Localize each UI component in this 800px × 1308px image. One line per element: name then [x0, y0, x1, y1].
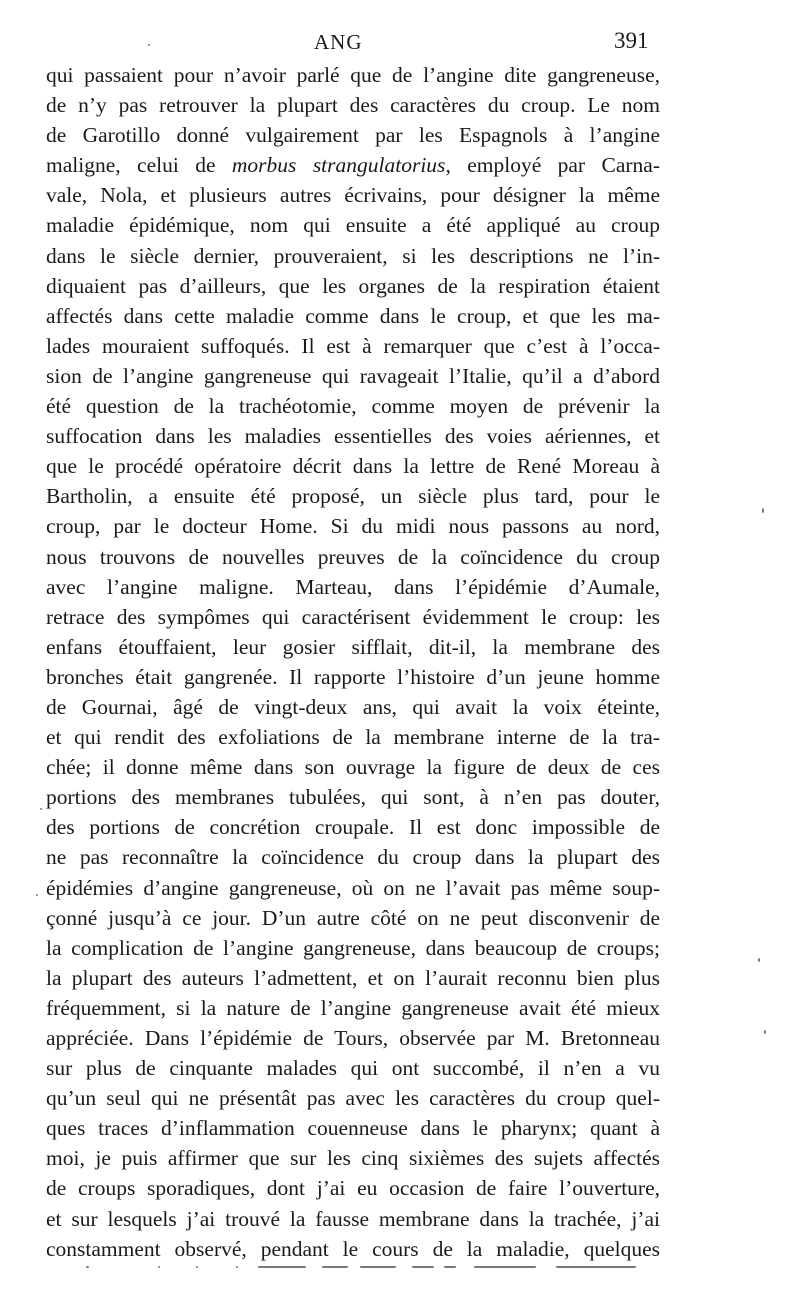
text-line: dans le siècle dernier, prouveraient, si les descriptions ne l’in- [46, 243, 660, 268]
text-line: et sur lesquels j’ai trouvé la fausse membrane dans la trachée, j’ai [46, 1206, 660, 1231]
text-line: çonné jusqu’à ce jour. D’un autre côté on ne peut disconvenir de [46, 905, 660, 930]
text-line: été question de la trachéotomie, comme moyen de prévenir la [46, 394, 660, 419]
text-line: la complication de l’angine gangreneuse, dans beaucoup de croups; [46, 935, 660, 960]
text-line: avec l’angine maligne. Marteau, dans l’épidémie d’Aumale, [46, 574, 660, 599]
text-line: ne pas reconnaître la coïncidence du croup dans la plupart des [46, 845, 660, 870]
text-line: croup, par le docteur Home. Si du midi nous passons au nord, [46, 514, 660, 539]
text-run: , employé par Carna- [445, 153, 660, 178]
text-line: lades mouraient suffoqués. Il est à remarquer que c’est à l’occa- [46, 333, 660, 358]
text-line: vale, Nola, et plusieurs autres écrivains, pour désigner la même [46, 183, 660, 208]
text-line: fréquemment, si la nature de l’angine gangreneuse avait été mieux [46, 995, 660, 1020]
text-line: retrace des sympômes qui caractérisent évidemment le croup: les [46, 604, 660, 629]
text-line: de n’y pas retrouver la plupart des caractères du croup. Le nom [46, 93, 660, 118]
text-line: sur plus de cinquante malades qui ont succombé, il n’en a vu [46, 1056, 660, 1081]
margin-speck [762, 508, 764, 513]
text-line: Bartholin, a ensuite été proposé, un siècle plus tard, pour le [46, 484, 660, 509]
text-line: et qui rendit des exfoliations de la membrane interne de la tra- [46, 725, 660, 750]
text-line: maladie épidémique, nom qui ensuite a été appliqué au croup [46, 213, 660, 238]
text-line: la plupart des auteurs l’admettent, et on l’aurait reconnu bien plus [46, 965, 660, 990]
margin-speck [148, 44, 150, 46]
text-line: affectés dans cette maladie comme dans le croup, et que les ma- [46, 303, 660, 328]
text-line: moi, je puis affirmer que sur les cinq sixièmes des sujets affectés [46, 1146, 660, 1171]
text-line: qu’un seul qui ne présentât pas avec les caractères du croup quel- [46, 1086, 660, 1111]
text-line: de croups sporadiques, dont j’ai eu occasion de faire l’ouverture, [46, 1176, 660, 1201]
margin-speck [764, 1030, 766, 1034]
text-line: nous trouvons de nouvelles preuves de la coïncidence du croup [46, 544, 660, 569]
text-line: suffocation dans les maladies essentielles des voies aériennes, et [46, 424, 660, 449]
text-line: qui passaient pour n’avoir parlé que de l’angine dite gangreneuse, [46, 63, 660, 87]
running-head: ANG [314, 30, 363, 54]
text-line: ques traces d’inflammation couenneuse dans le pharynx; quant à [46, 1116, 660, 1141]
margin-speck [758, 958, 760, 962]
text-line: chée; il donne même dans son ouvrage la figure de deux de ces [46, 755, 660, 780]
text-line: de Gournai, âgé de vingt-deux ans, qui avait la voix éteinte, [46, 694, 660, 719]
text-run: maligne, celui de [46, 153, 232, 178]
body-text [46, 60, 660, 1264]
text-line: constamment observé, pendant le cours de la maladie, quelques [46, 1236, 660, 1261]
margin-speck [40, 808, 42, 810]
text-line: bronches était gangrenée. Il rapporte l’histoire d’un jeune homme [46, 664, 660, 689]
text-line: portions des membranes tubulées, qui sont, à n’en pas douter, [46, 785, 660, 810]
margin-speck [36, 894, 38, 896]
page-header [0, 26, 800, 60]
text-line: épidémies d’angine gangreneuse, où on ne l’avait pas même soup- [46, 875, 660, 900]
text-line [46, 150, 660, 180]
text-line: enfans étouffaient, leur gosier sifflait, dit-il, la membrane des [46, 634, 660, 659]
text-line: appréciée. Dans l’épidémie de Tours, observée par M. Bretonneau [46, 1026, 660, 1050]
text-line: diquaient pas d’ailleurs, que les organes de la respiration étaient [46, 273, 660, 298]
print-specks [86, 1262, 646, 1272]
text-line: de Garotillo donné vulgairement par les Espagnols à l’angine [46, 123, 660, 148]
text-line: sion de l’angine gangreneuse qui ravageait l’Italie, qu’il a d’abord [46, 363, 660, 388]
page-number: 391 [614, 28, 649, 53]
italic-latin-term: morbus strangulatorius [231, 153, 446, 178]
text-line: que le procédé opératoire décrit dans la lettre de René Moreau à [46, 454, 660, 479]
text-line: des portions de concrétion croupale. Il est donc impossible de [46, 815, 660, 840]
